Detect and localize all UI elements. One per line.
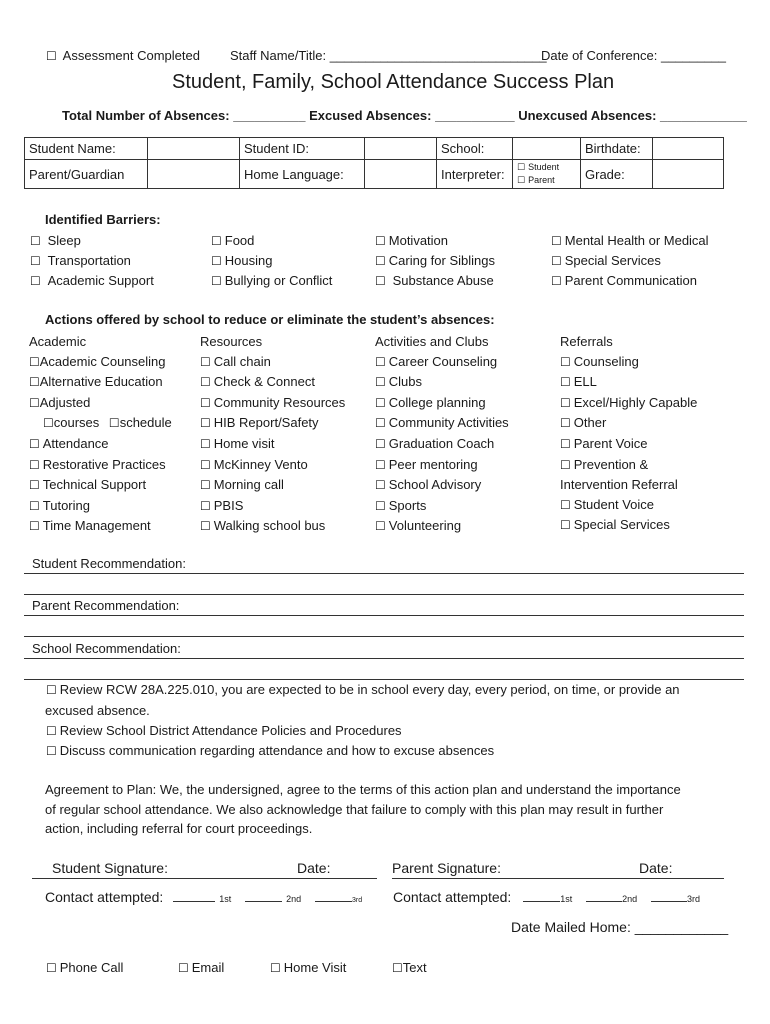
action-checkbox[interactable] [29, 434, 172, 455]
barriers-col-4 [551, 231, 709, 291]
action-label: Excel/Highly Capable [573, 394, 698, 410]
action-checkbox[interactable] [560, 413, 697, 434]
checkbox-icon: ☐ [517, 176, 526, 186]
action-checkbox[interactable] [375, 496, 509, 517]
action-label: Walking school bus [213, 518, 326, 534]
action-label: Peer mentoring [388, 456, 478, 472]
checkbox-icon: ☐ [29, 375, 40, 390]
action-checkbox[interactable] [29, 455, 172, 476]
birthdate-input[interactable] [653, 138, 724, 160]
referral-continuation: Intervention Referral [560, 477, 678, 493]
barrier-label: Parent Communication [564, 273, 697, 288]
contact-2nd-label: 2nd [622, 894, 638, 904]
resources-column [200, 332, 345, 537]
action-label: Morning call [213, 477, 284, 493]
barrier-label: Sleep [47, 233, 81, 248]
review-rcw-continued: excused absence. [45, 703, 150, 718]
checkbox-icon: ☐ [200, 457, 211, 472]
action-checkbox[interactable] [29, 475, 172, 496]
barrier-label: Mental Health or Medical [564, 233, 709, 248]
checkbox-icon: ☐ [211, 234, 222, 248]
action-label: Sports [388, 497, 427, 513]
checkbox-icon: ☐ [29, 498, 40, 513]
checkbox-icon: ☐ [551, 274, 562, 288]
barriers-col-1 [30, 231, 154, 291]
academic-column [29, 332, 172, 537]
birthdate-label: Birthdate: [581, 138, 653, 160]
barrier-checkbox[interactable] [30, 251, 154, 271]
checkbox-icon: ☐ [30, 234, 45, 248]
checkbox-icon: ☐ [29, 354, 40, 369]
action-label: McKinney Vento [213, 456, 308, 472]
action-label: ELL [573, 374, 597, 390]
checkbox-icon: ☐ [375, 519, 386, 534]
action-checkbox[interactable] [109, 415, 172, 430]
parent-recommendation-line[interactable] [24, 615, 744, 616]
checkbox-icon: ☐ [43, 416, 54, 431]
checkbox-icon: ☐ [46, 961, 57, 975]
action-checkbox[interactable] [200, 475, 345, 496]
action-label: Call chain [213, 353, 271, 369]
school-recommendation-label: School Recommendation: [32, 641, 181, 656]
action-checkbox[interactable] [375, 393, 509, 414]
student-id-input[interactable] [365, 138, 437, 160]
assessment-completed-checkbox[interactable] [46, 48, 200, 63]
checkbox-icon: ☐ [560, 436, 571, 451]
action-label: Career Counseling [388, 353, 498, 369]
review-label: Review RCW 28A.225.010, you are expected to be in school every day, every period, on time, or provide an [59, 682, 680, 697]
student-name-label: Student Name: [25, 138, 148, 160]
action-label: Time Management [42, 518, 151, 534]
checkbox-icon: ☐ [46, 724, 57, 738]
agreement-text [45, 780, 681, 839]
school-input[interactable] [513, 138, 581, 160]
email-checkbox[interactable] [178, 960, 224, 975]
action-checkbox[interactable] [560, 455, 697, 476]
column-title: Resources [200, 334, 263, 349]
absences-line[interactable]: Total Number of Absences: __________ Excused Absences: ___________ Unexcused Absences: ____________ [62, 108, 747, 123]
action-label: Special Services [573, 517, 670, 533]
action-checkbox[interactable] [375, 372, 509, 393]
action-checkbox[interactable] [200, 352, 345, 373]
action-label: Volunteering [388, 518, 462, 534]
home-language-input[interactable] [365, 160, 437, 189]
contact-label: Contact attempted: [45, 889, 164, 905]
review-label: Discuss communication regarding attendance and how to excuse absences [59, 743, 495, 758]
student-contact-attempted [45, 889, 362, 905]
agreement-line: Agreement to Plan: We, the undersigned, agree to the terms of this action plan and understand the importance [45, 782, 681, 797]
barrier-label: Housing [224, 253, 273, 268]
contact-3rd-field[interactable] [315, 890, 352, 902]
referrals-column [560, 332, 697, 536]
action-label: Attendance [42, 435, 109, 451]
contact-1st-field[interactable] [173, 890, 215, 902]
barrier-label: Substance Abuse [392, 273, 494, 288]
checkbox-icon: ☐ [375, 395, 386, 410]
grade-label: Grade: [581, 160, 653, 189]
action-checkbox[interactable] [375, 352, 509, 373]
barrier-checkbox[interactable] [375, 231, 495, 251]
barriers-col-3 [375, 231, 495, 291]
action-checkbox[interactable] [560, 393, 697, 414]
contact-1st-label: 1st [560, 894, 573, 904]
checkbox-icon: ☐ [211, 274, 222, 288]
barrier-label: Bullying or Conflict [224, 273, 333, 288]
checkbox-icon: ☐ [392, 961, 403, 975]
barriers-col-2 [211, 231, 332, 291]
barrier-label: Motivation [388, 233, 449, 248]
action-label: College planning [388, 394, 486, 410]
checkbox-icon: ☐ [375, 274, 390, 288]
parent-date-label: Date: [639, 860, 673, 876]
action-label: Home visit [213, 435, 275, 451]
action-label: Community Resources [213, 394, 346, 410]
barrier-checkbox[interactable] [211, 231, 332, 251]
action-checkbox[interactable] [560, 515, 697, 536]
action-label: Graduation Coach [388, 435, 495, 451]
checkbox-icon: ☐ [30, 254, 45, 268]
contact-2nd-field[interactable] [586, 890, 622, 902]
barrier-checkbox[interactable] [211, 271, 332, 291]
action-checkbox[interactable] [200, 455, 345, 476]
checkbox-icon: ☐ [29, 436, 40, 451]
checkbox-icon: ☐ [560, 457, 571, 472]
student-signature-label: Student Signature: [52, 860, 168, 876]
agreement-line: action, including referral for court proceedings. [45, 821, 313, 836]
home-visit-checkbox[interactable] [270, 960, 346, 975]
divider [24, 594, 744, 595]
checkbox-icon: ☐ [178, 961, 189, 975]
action-label: Other [573, 415, 607, 431]
barrier-label: Transportation [47, 253, 131, 268]
action-checkbox[interactable] [200, 372, 345, 393]
school-recommendation-line[interactable] [24, 658, 744, 659]
column-title: Referrals [560, 334, 613, 349]
barrier-checkbox[interactable] [30, 231, 154, 251]
interpreter-label: Interpreter: [437, 160, 513, 189]
action-checkbox[interactable] [29, 352, 172, 373]
action-label: Clubs [388, 374, 423, 390]
action-label: Check & Connect [213, 374, 315, 390]
date-of-conference-field[interactable]: Date of Conference: _________ [541, 48, 727, 63]
action-checkbox[interactable] [200, 516, 345, 537]
action-checkbox[interactable] [29, 372, 172, 393]
action-label: Parent Voice [573, 435, 648, 451]
action-checkbox[interactable] [375, 516, 509, 537]
parent-guardian-input[interactable] [148, 160, 240, 189]
column-title: Academic [29, 334, 87, 349]
student-signature-line[interactable] [32, 878, 377, 879]
checkbox-icon: ☐ [200, 395, 211, 410]
checkbox-icon: ☐ [200, 478, 211, 493]
checkbox-icon: ☐ [46, 683, 57, 697]
action-checkbox[interactable] [200, 496, 345, 517]
checkbox-icon: ☐ [560, 375, 571, 390]
student-name-input[interactable] [148, 138, 240, 160]
parent-signature-label: Parent Signature: [392, 860, 501, 876]
parent-recommendation-label: Parent Recommendation: [32, 598, 180, 613]
action-checkbox[interactable] [43, 415, 99, 430]
checkbox-icon: ☐ [375, 457, 386, 472]
action-label: Tutoring [42, 497, 90, 513]
barrier-label: Academic Support [47, 273, 154, 288]
opt-parent-label: Parent [528, 175, 555, 185]
action-checkbox[interactable] [29, 393, 172, 414]
checkbox-icon: ☐ [560, 518, 571, 533]
action-checkbox[interactable] [29, 516, 172, 537]
checkbox-icon: ☐ [560, 395, 571, 410]
staff-name-field[interactable]: Staff Name/Title: ______________________________ [230, 48, 547, 63]
student-recommendation-label: Student Recommendation: [32, 556, 186, 571]
adjusted-sub-options [29, 413, 172, 434]
checkbox-icon: ☐ [29, 457, 40, 472]
action-checkbox[interactable] [375, 434, 509, 455]
review-label: Review School District Attendance Policies and Procedures [59, 723, 402, 738]
contact-3rd-label: 3rd [352, 897, 363, 904]
barriers-heading: Identified Barriers: [45, 212, 161, 227]
contact-method-label: Home Visit [283, 960, 347, 975]
checkbox-icon: ☐ [551, 254, 562, 268]
contact-2nd-field[interactable] [245, 890, 282, 902]
action-checkbox[interactable] [375, 475, 509, 496]
parent-contact-attempted [393, 889, 700, 905]
checkbox-icon: ☐ [30, 274, 45, 288]
opt-student-label: Student [528, 162, 560, 172]
checkbox-icon: ☐ [29, 395, 40, 410]
agreement-line: of regular school attendance. We also acknowledge that failure to comply with this plan may result in further [45, 801, 664, 817]
action-label: Restorative Practices [42, 456, 166, 472]
action-checkbox[interactable] [560, 434, 697, 455]
student-info-table [24, 137, 724, 189]
action-label: Student Voice [573, 496, 654, 512]
barrier-checkbox[interactable] [211, 251, 332, 271]
barrier-label: Special Services [564, 253, 661, 268]
barrier-checkbox[interactable] [375, 271, 495, 291]
action-checkbox[interactable] [375, 455, 509, 476]
action-label: Technical Support [42, 477, 147, 493]
action-checkbox[interactable] [375, 413, 509, 434]
checkbox-icon: ☐ [375, 498, 386, 513]
checkbox-icon: ☐ [560, 354, 571, 369]
checkbox-icon: ☐ [560, 497, 571, 512]
checkbox-icon: ☐ [29, 519, 40, 534]
action-checkbox[interactable] [560, 495, 697, 516]
action-checkbox[interactable] [29, 496, 172, 517]
student-id-label: Student ID: [240, 138, 365, 160]
home-language-label: Home Language: [240, 160, 365, 189]
review-rcw-checkbox[interactable] [46, 682, 680, 697]
actions-heading: Actions offered by school to reduce or eliminate the student’s absences: [45, 312, 495, 327]
checkbox-icon: ☐ [270, 961, 281, 975]
contact-1st-label: 1st [219, 894, 232, 904]
contact-1st-field[interactable] [523, 890, 560, 902]
checkbox-icon: ☐ [375, 416, 386, 431]
checkbox-icon: ☐ [375, 375, 386, 390]
action-label: Alternative Education [39, 374, 163, 390]
checkbox-icon: ☐ [375, 354, 386, 369]
checkbox-icon: ☐ [211, 254, 222, 268]
action-label: Counseling [573, 353, 639, 369]
checkbox-icon: ☐ [200, 519, 211, 534]
checkbox-icon: ☐ [200, 375, 211, 390]
action-label: PBIS [213, 497, 244, 513]
action-label: Adjusted [39, 394, 91, 410]
checkbox-icon: ☐ [46, 49, 57, 63]
action-label: Academic Counseling [39, 353, 166, 369]
divider [24, 636, 744, 637]
action-label: courses [53, 415, 100, 431]
checkbox-icon: ☐ [108, 416, 120, 431]
checkbox-icon: ☐ [517, 163, 526, 173]
contact-method-label: Email [191, 960, 225, 975]
action-checkbox[interactable] [200, 393, 345, 414]
action-label: School Advisory [388, 477, 482, 493]
checkbox-icon: ☐ [46, 744, 57, 758]
action-label: Prevention & [573, 456, 649, 472]
contact-method-label: Phone Call [59, 960, 124, 975]
divider [24, 679, 744, 680]
column-title: Activities and Clubs [375, 334, 489, 349]
action-label: Community Activities [388, 415, 509, 431]
parent-signature-line[interactable] [392, 878, 724, 879]
barrier-checkbox[interactable] [375, 251, 495, 271]
interpreter-options[interactable] [513, 160, 581, 189]
checkbox-icon: ☐ [200, 498, 211, 513]
barrier-checkbox[interactable] [551, 251, 709, 271]
barrier-checkbox[interactable] [551, 271, 709, 291]
text-checkbox[interactable] [392, 960, 427, 975]
contact-2nd-label: 2nd [286, 894, 302, 904]
checkbox-icon: ☐ [29, 478, 40, 493]
grade-input[interactable] [653, 160, 724, 189]
barrier-checkbox[interactable] [30, 271, 154, 291]
checkbox-icon: ☐ [200, 416, 211, 431]
checkbox-icon: ☐ [375, 234, 386, 248]
barrier-label: Caring for Siblings [388, 253, 495, 268]
barrier-checkbox[interactable] [551, 231, 709, 251]
review-policies-checkbox[interactable] [46, 723, 402, 738]
barrier-label: Food [224, 233, 255, 248]
action-checkbox[interactable] [560, 372, 697, 393]
checkbox-icon: ☐ [375, 436, 386, 451]
checkbox-icon: ☐ [200, 354, 211, 369]
parent-guardian-label: Parent/Guardian [25, 160, 148, 189]
contact-3rd-label: 3rd [687, 894, 701, 904]
discuss-communication-checkbox[interactable] [46, 743, 494, 758]
assessment-label: Assessment Completed [62, 48, 200, 63]
contact-method-label: Text [402, 960, 427, 975]
action-label: HIB Report/Safety [213, 415, 319, 431]
activities-column [375, 332, 509, 537]
student-recommendation-line[interactable] [24, 573, 744, 574]
checkbox-icon: ☐ [551, 234, 562, 248]
contact-label: Contact attempted: [393, 889, 512, 905]
date-mailed-home-field[interactable]: Date Mailed Home: ____________ [511, 919, 729, 935]
action-checkbox[interactable] [200, 413, 345, 434]
page-title: Student, Family, School Attendance Success Plan [172, 71, 615, 93]
checkbox-icon: ☐ [200, 436, 211, 451]
checkbox-icon: ☐ [375, 254, 386, 268]
checkbox-icon: ☐ [375, 478, 386, 493]
student-date-label: Date: [297, 860, 331, 876]
action-label: schedule [119, 415, 172, 431]
contact-3rd-field[interactable] [651, 890, 687, 902]
phone-call-checkbox[interactable] [46, 960, 123, 975]
school-label: School: [437, 138, 513, 160]
checkbox-icon: ☐ [560, 416, 571, 431]
action-checkbox[interactable] [200, 434, 345, 455]
action-checkbox[interactable] [560, 352, 697, 373]
